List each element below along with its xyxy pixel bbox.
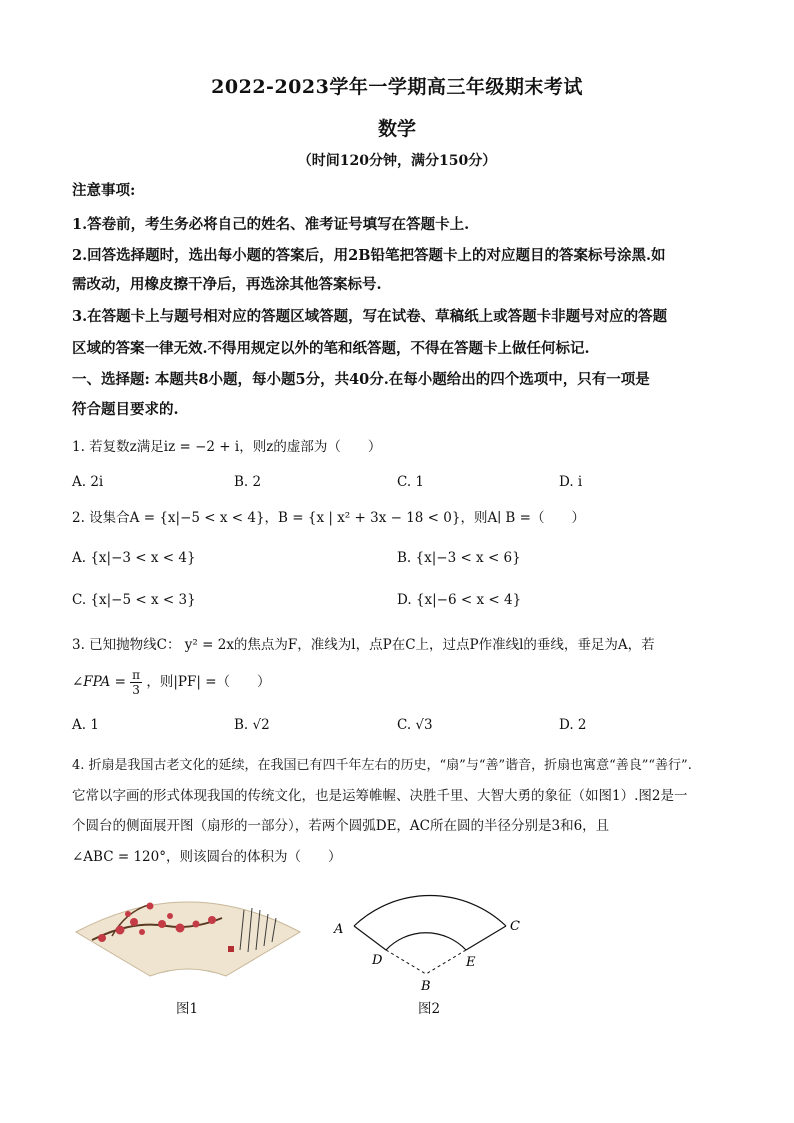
label-a: A xyxy=(334,922,344,937)
q3-fraction-numerator: π xyxy=(132,668,141,682)
exam-title: 2022-2023学年一学期高三年级期末考试 xyxy=(211,76,583,98)
section-1-line-1: 一、选择题: 本题共8小题，每小题5分，共40分.在每小题给出的四个选项中，只有一项是 xyxy=(72,371,650,388)
notice-item-2a: 2.回答选择题时，选出每小题的答案后，用2B铅笔把答题卡上的对应题目的答案标号涂黑.如 xyxy=(72,247,666,264)
q2-stem: 2. 设集合A = {x|−5 < x < 4}，B = {x | x² + 3x − 18 < 0}，则A∣ B =（ ） xyxy=(72,510,585,526)
subject-title: 数学 xyxy=(377,118,416,140)
q2-option-a: A. {x|−3 < x < 4} xyxy=(72,550,196,566)
q3-option-a: A. 1 xyxy=(72,717,99,733)
notice-heading: 注意事项: xyxy=(72,182,136,199)
q1-option-a: A. 2i xyxy=(72,474,104,490)
q3-option-c: C. √3 xyxy=(397,717,433,733)
q4-line-1: 4. 折扇是我国古老文化的延续，在我国已有四千年左右的历史，“扇”与“善”谐音，折扇也寓意“善良”“善行”. xyxy=(72,758,692,773)
label-c: C xyxy=(510,919,520,934)
fan-paper xyxy=(76,902,300,976)
outer-arc-ac xyxy=(354,896,506,926)
notice-item-1: 1.答卷前，考生务必将自己的姓名、准考证号填写在答题卡上. xyxy=(72,216,470,233)
notice-item-3a: 3.在答题卡上与题号相对应的答题区域答题，写在试卷、草稿纸上或答题卡非题号对应的答题 xyxy=(72,308,668,325)
notice-item-2b: 需改动，用橡皮擦干净后，再选涂其他答案标号. xyxy=(72,276,382,293)
q3-stem-suffix: ，则|PF| =（ ） xyxy=(146,674,271,690)
q4-line-4: ∠ABC = 120°，则该圆台的体积为（ ） xyxy=(72,849,342,865)
q1-stem: 1. 若复数z满足iz = −2 + i，则z的虚部为（ ） xyxy=(72,439,382,455)
section-1-line-2: 符合题目要求的. xyxy=(72,401,179,418)
q1-option-c: C. 1 xyxy=(397,474,425,490)
q4-line-3: 个圆台的侧面展开图（扇形的一部分），若两个圆弧DE，AC所在圆的半径分别是3和6，且 xyxy=(72,818,610,834)
dashed-db xyxy=(386,950,426,974)
figure-2-sector-diagram xyxy=(330,876,530,996)
q3-fraction-denominator: 3 xyxy=(132,683,140,697)
q3-stem-line-2 xyxy=(72,668,724,697)
label-b: B xyxy=(421,979,431,994)
dashed-eb xyxy=(426,950,466,974)
fan-seal xyxy=(228,946,234,952)
segment-ce xyxy=(466,926,506,950)
q2-option-c: C. {x|−5 < x < 3} xyxy=(72,592,196,608)
q3-option-b: B. √2 xyxy=(234,717,270,733)
segment-ad xyxy=(354,926,386,950)
q3-stem: 3. 已知抛物线C： y² = 2x的焦点为F，准线为l，点P在C上，过点P作准线l的垂线，垂足为A，若 xyxy=(72,637,655,653)
q1-option-d: D. i xyxy=(559,474,583,490)
q2-option-d: D. {x|−6 < x < 4} xyxy=(397,592,522,608)
figure-2-caption: 图2 xyxy=(418,1001,441,1017)
notice-item-3b: 区域的答案一律无效.不得用规定以外的笔和纸答题，不得在答题卡上做任何标记. xyxy=(72,340,590,357)
q1-option-b: B. 2 xyxy=(234,474,262,490)
label-e: E xyxy=(466,955,476,970)
label-d: D xyxy=(372,953,383,968)
q3-fraction xyxy=(130,668,142,697)
q3-option-d: D. 2 xyxy=(559,717,587,733)
figure-1-fan-painting xyxy=(72,880,304,992)
q2-option-b: B. {x|−3 < x < 6} xyxy=(397,550,521,566)
inner-arc-de xyxy=(386,933,466,950)
time-score-note: （时间120分钟，满分150分） xyxy=(297,153,497,169)
q4-line-2: 它常以字画的形式体现我国的传统文化，也是运筹帷幄、决胜千里、大智大勇的象征（如图1）.图2是一 xyxy=(72,788,688,804)
figure-1-caption: 图1 xyxy=(176,1001,199,1017)
q3-angle-expr: ∠FPA = xyxy=(72,674,126,690)
